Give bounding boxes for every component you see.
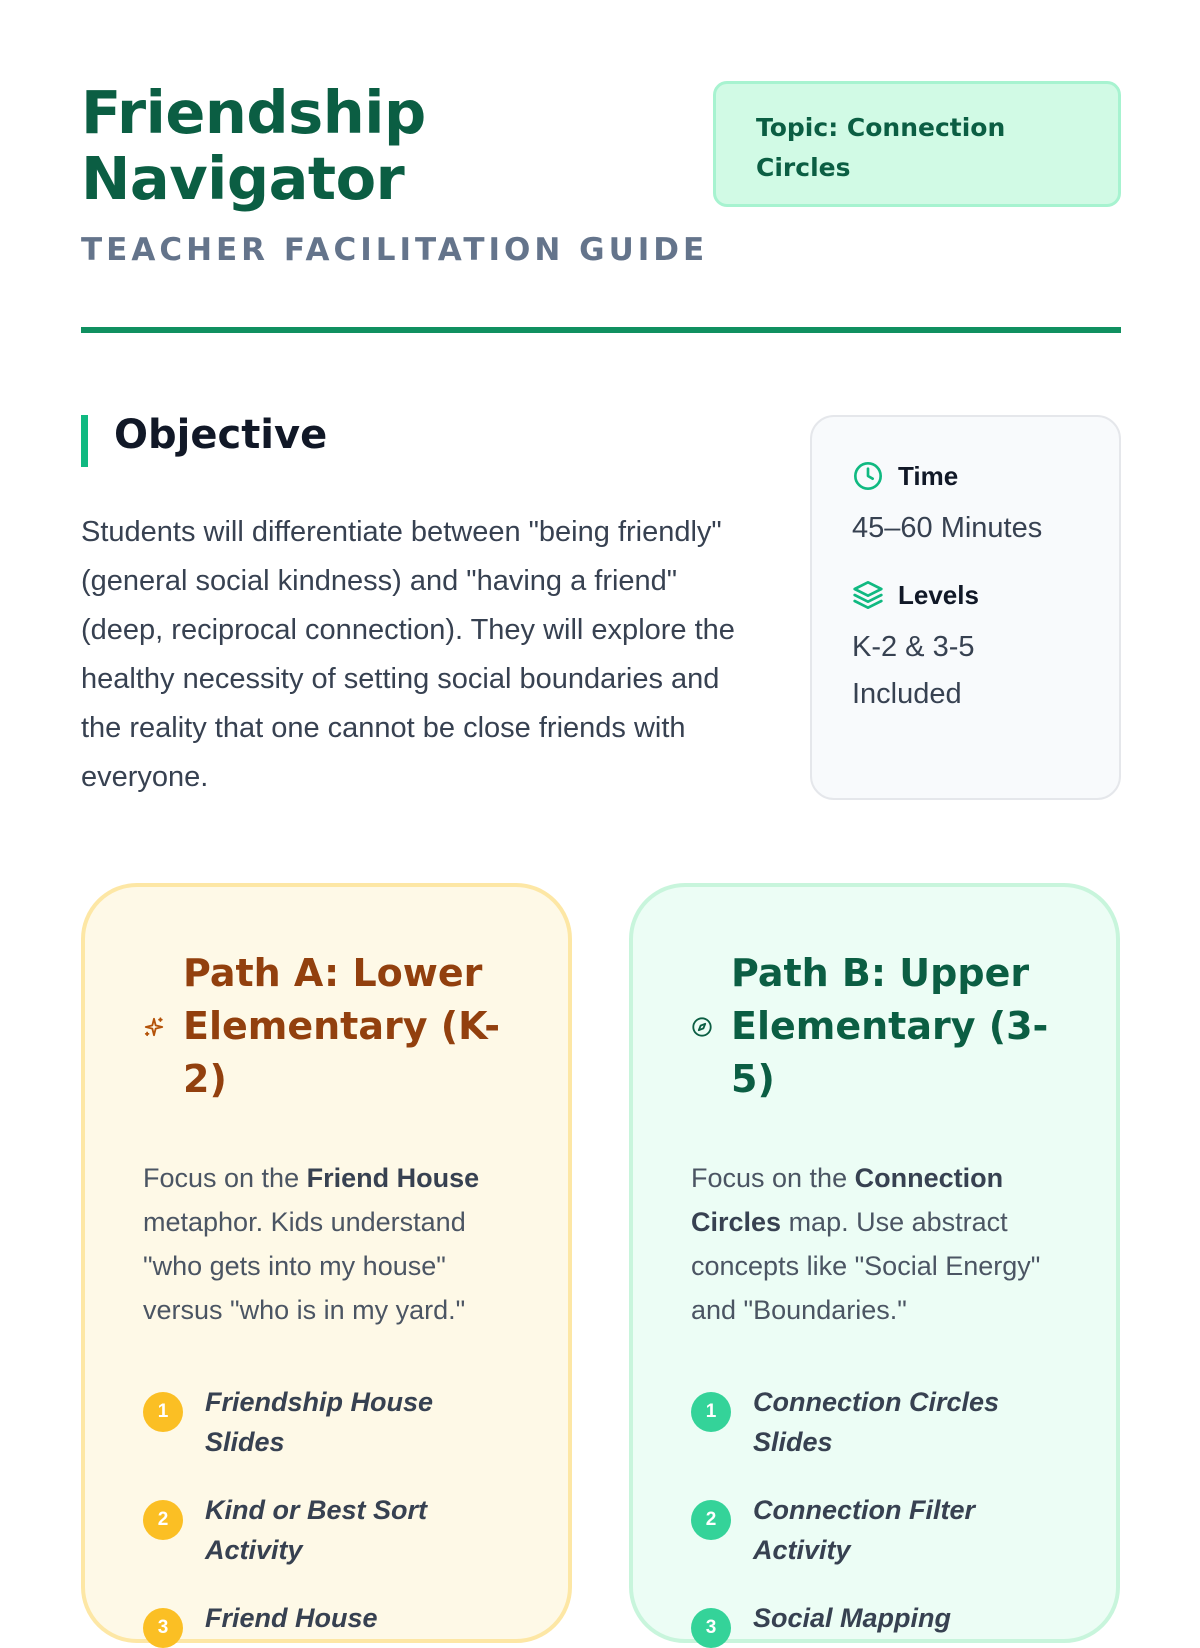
topic-badge-label: Topic: Connection Circles — [756, 113, 1006, 182]
step-label: Connection Filter Activity — [753, 1495, 975, 1565]
path-a-step — [143, 1490, 510, 1570]
layers-icon — [852, 579, 884, 611]
path-b-header — [691, 947, 1058, 1106]
path-a-header — [143, 947, 510, 1106]
path-a-step — [143, 1382, 510, 1462]
step-label: Friendship House Slides — [205, 1387, 434, 1457]
step-label: Kind or Best Sort Activity — [205, 1495, 428, 1565]
path-a-title: Path A: Lower Elementary (K-2) — [183, 951, 501, 1101]
path-b-highlight: Connection Circles — [691, 1163, 1004, 1237]
page-header — [81, 80, 1121, 270]
step-number-badge: 3 — [691, 1608, 731, 1648]
time-value: 45–60 Minutes — [852, 512, 1043, 544]
step-label: Connection Circles Slides — [753, 1387, 1000, 1457]
path-a-highlight: Friend House — [306, 1163, 480, 1193]
objective-accent-bar — [81, 415, 88, 467]
path-b-step — [691, 1598, 1058, 1648]
path-b-step — [691, 1382, 1058, 1462]
path-b-card — [629, 883, 1120, 1643]
time-heading — [852, 459, 1079, 493]
path-b-step — [691, 1490, 1058, 1570]
header-divider — [81, 327, 1121, 333]
page-subtitle: TEACHER FACILITATION GUIDE — [81, 232, 709, 268]
step-label: Social Mapping — [753, 1603, 952, 1633]
path-b-steps — [691, 1382, 1058, 1648]
step-number-badge: 1 — [143, 1392, 183, 1432]
page-title: Friendship Navigator — [81, 78, 426, 213]
path-b-description: Focus on the Connection Circles map. Use abstract concepts like "Social Energy" and "Boundaries." — [691, 1163, 1041, 1325]
sparkle-icon — [143, 1016, 183, 1038]
levels-value: K-2 & 3-5 Included — [852, 631, 975, 710]
levels-label: Levels — [898, 579, 979, 610]
step-number-badge: 2 — [143, 1500, 183, 1540]
path-a-description: Focus on the Friend House metaphor. Kids understand "who gets into my house" versus "who is in my yard." — [143, 1163, 480, 1325]
objective-text: Students will differentiate between "being friendly" (general social kindness) and "having a friend" (deep, reciprocal connection). They will explore the healthy necessity of setting social boundaries and the reality that one cannot be close friends with everyone. — [81, 516, 735, 793]
step-number-badge: 2 — [691, 1500, 731, 1540]
step-number-badge: 3 — [143, 1608, 183, 1648]
compass-icon — [691, 1016, 731, 1038]
levels-heading — [852, 578, 1079, 612]
clock-icon — [852, 460, 884, 492]
step-number-badge: 1 — [691, 1392, 731, 1432]
time-label: Time — [898, 460, 959, 491]
path-a-steps — [143, 1382, 510, 1648]
objective-heading: Objective — [114, 412, 328, 458]
step-label: Friend House — [205, 1603, 378, 1633]
topic-badge — [713, 81, 1121, 207]
lesson-info-card — [810, 415, 1121, 800]
path-b-title: Path B: Upper Elementary (3-5) — [731, 951, 1049, 1101]
path-a-step — [143, 1598, 510, 1648]
path-a-card — [81, 883, 572, 1643]
